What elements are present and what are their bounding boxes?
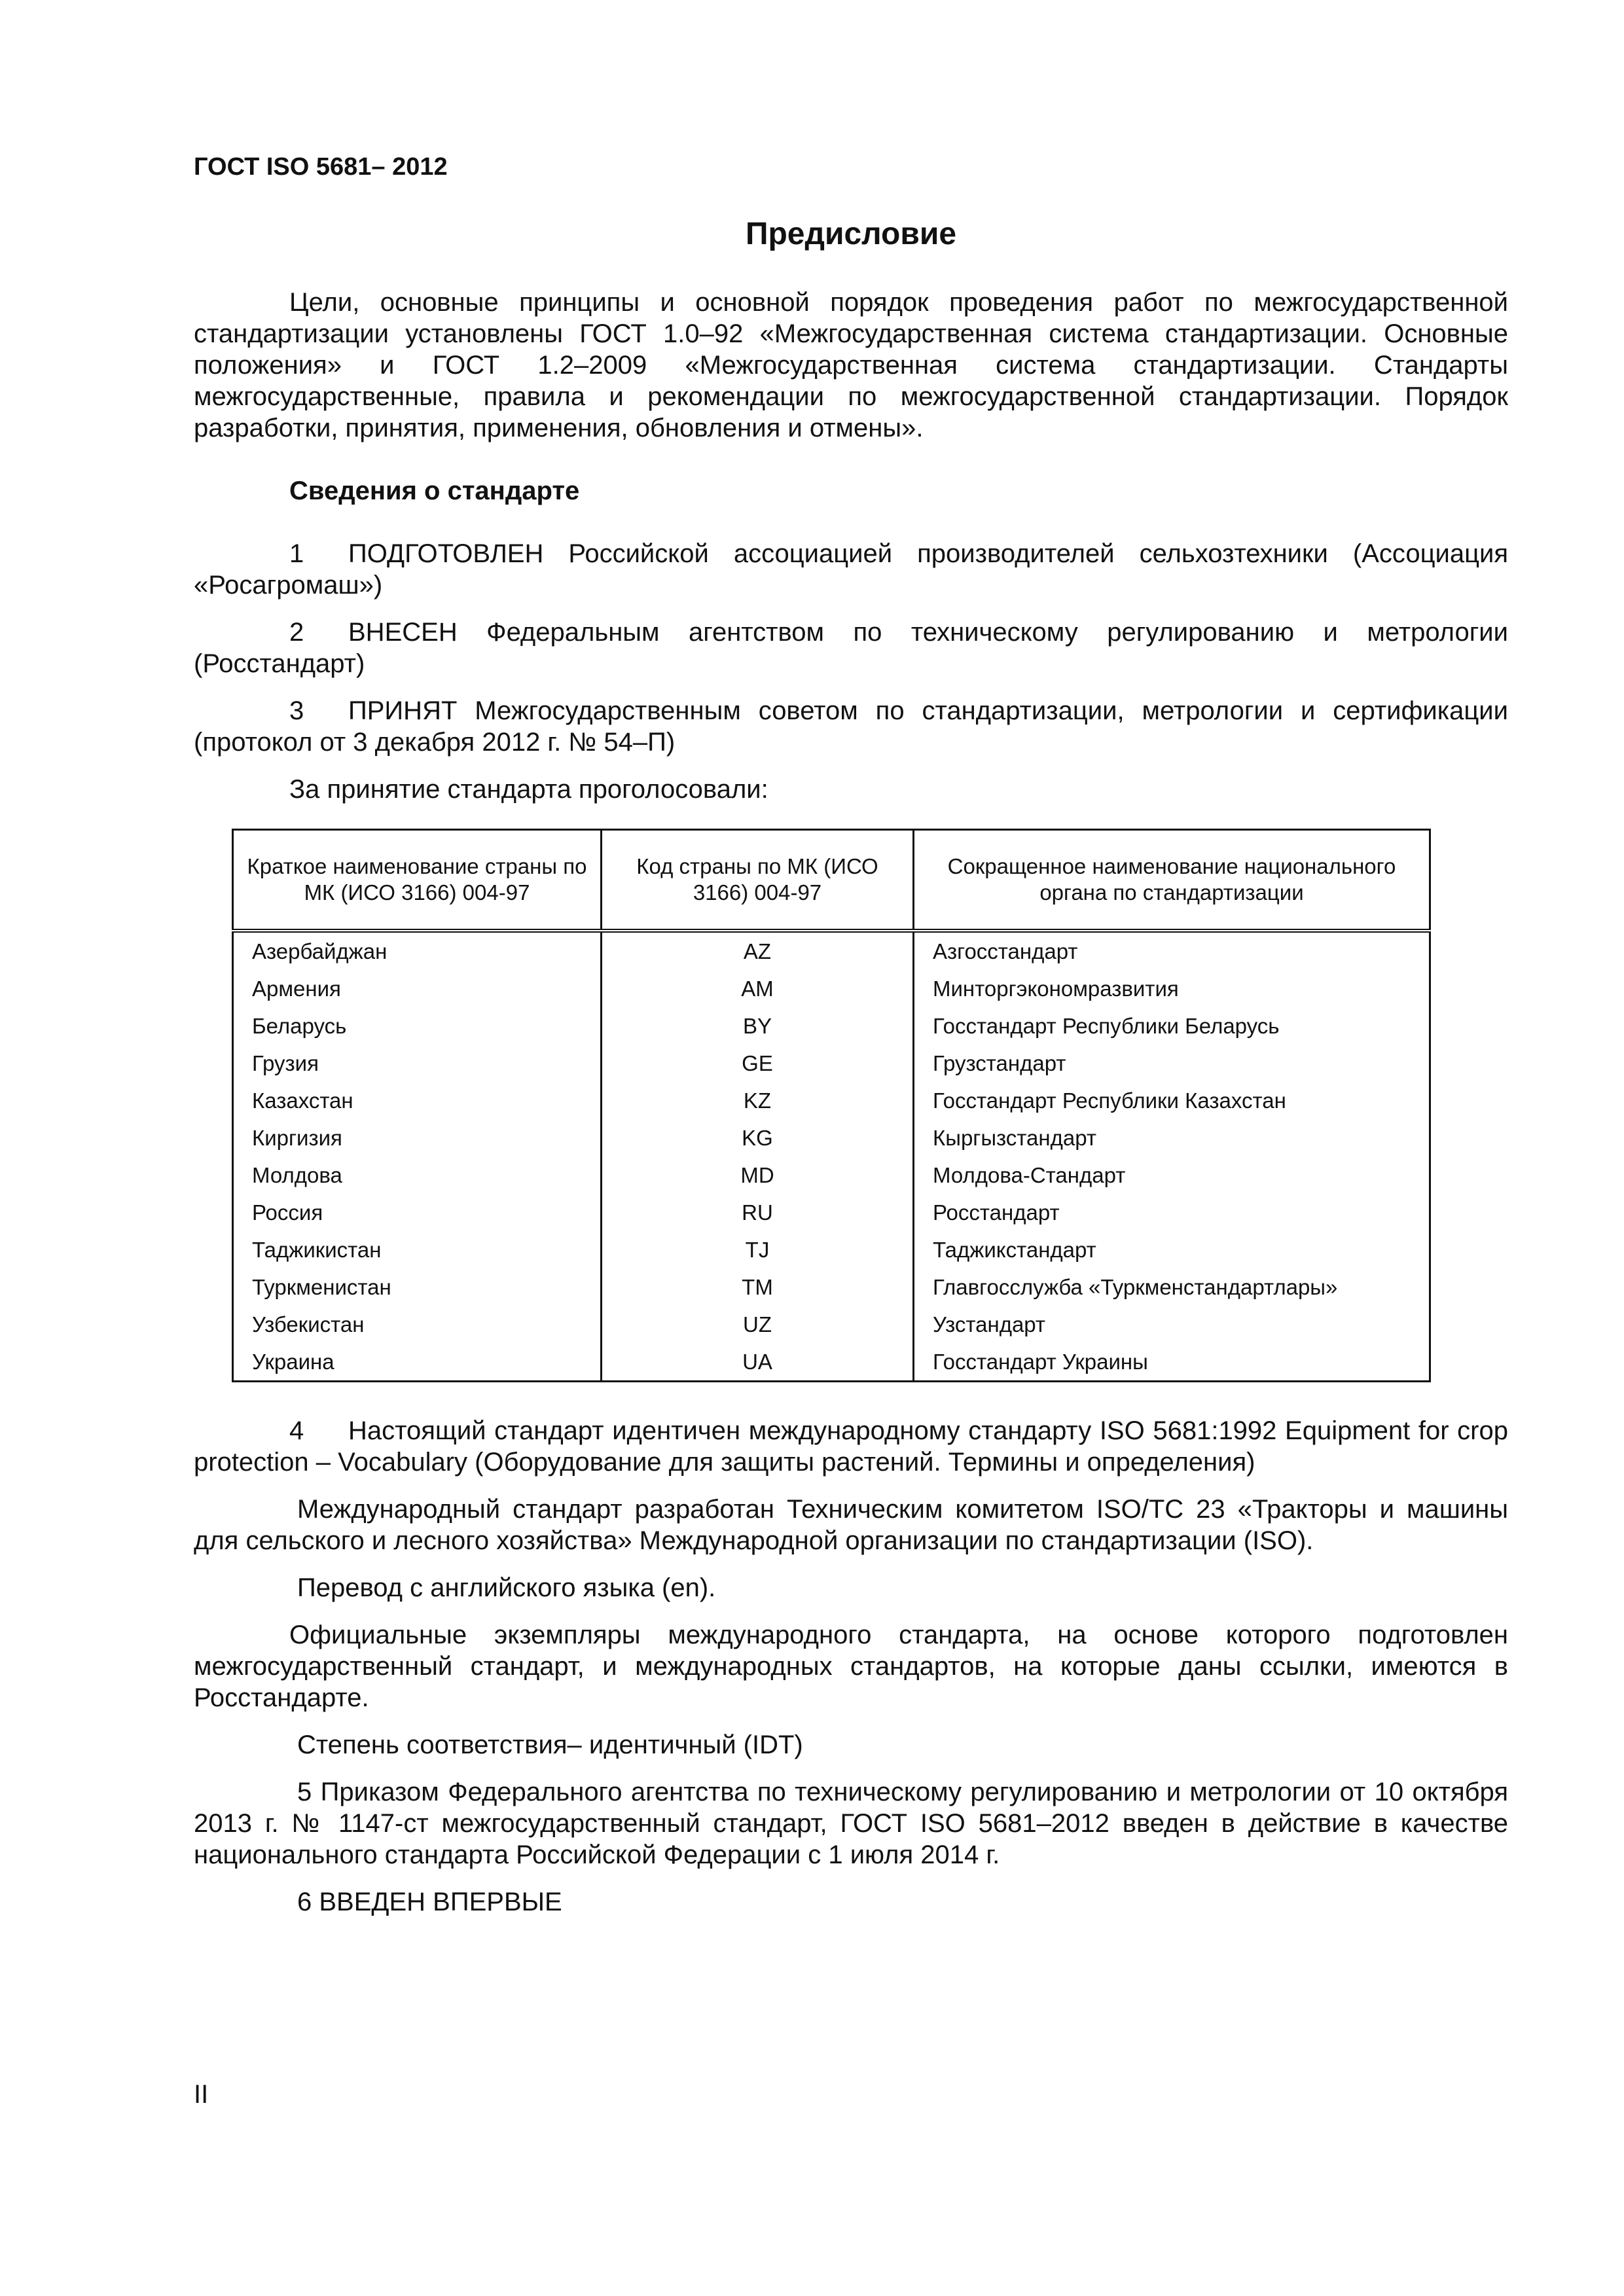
- table-row: [233, 1194, 1430, 1231]
- code-cell: RU: [602, 1194, 914, 1231]
- body-cell: Молдова-Стандарт: [914, 1157, 1430, 1194]
- document-body: [194, 287, 1508, 1918]
- table-row: [233, 1268, 1430, 1306]
- body-cell: Грузстандарт: [914, 1045, 1430, 1082]
- code-cell: GE: [602, 1045, 914, 1082]
- country-cell: Киргизия: [233, 1119, 602, 1157]
- item-6: 6 ВВЕДЕН ВПЕРВЫЕ: [297, 1888, 562, 1916]
- body-cell: Минторгэкономразвития: [914, 970, 1430, 1007]
- item-5: 5 Приказом Федерального агентства по техническому регулированию и метрологии от 10 октября 2013 г. № 1147-ст межгосударственный стандарт, ГОСТ ISO 5681–2012 введен в действие в качестве национального стандарта Российской Федерации с 1 июля 2014 г.: [194, 1778, 1508, 1869]
- code-cell: AM: [602, 970, 914, 1007]
- section-subtitle: Сведения о стандарте: [289, 476, 580, 505]
- column-header-country: Краткое наименование страны по МК (ИСО 3166) 004-97: [233, 830, 602, 931]
- degree-paragraph: Степень соответствия– идентичный (IDT): [297, 1731, 803, 1759]
- body-cell: Азгосстандарт: [914, 931, 1430, 970]
- item-number: 3: [289, 696, 304, 725]
- country-cell: Туркменистан: [233, 1268, 602, 1306]
- item-text: Настоящий стандарт идентичен международному стандарту ISO 5681:1992 Equipment for crop protection – Vocabulary (Оборудование для защиты растений. Термины и определения): [194, 1416, 1508, 1477]
- code-cell: KG: [602, 1119, 914, 1157]
- code-cell: BY: [602, 1007, 914, 1045]
- country-cell: Молдова: [233, 1157, 602, 1194]
- item-1: [194, 538, 1508, 601]
- item-number: 4: [289, 1416, 304, 1445]
- column-header-body: Сокращенное наименование национального органа по стандартизации: [914, 830, 1430, 931]
- voting-table: [232, 829, 1431, 1382]
- translation-paragraph: Перевод с английского языка (en).: [297, 1573, 716, 1602]
- country-cell: Украина: [233, 1343, 602, 1382]
- code-cell: TM: [602, 1268, 914, 1306]
- country-cell: Казахстан: [233, 1082, 602, 1119]
- column-header-code: Код страны по МК (ИСО 3166) 004-97: [602, 830, 914, 931]
- intro-paragraph: Цели, основные принципы и основной порядок проведения работ по межгосударственной стандартизации установлены ГОСТ 1.0–92 «Межгосударственная система стандартизации. Основные положения» и ГОСТ 1.2–2009 «Межгосударственная система стандартизации. Стандарты межгосударственные, правила и рекомендации по межгосударственной стандартизации. Порядок разработки, принятия, применения, обновления и отмены».: [194, 288, 1508, 442]
- country-cell: Азербайджан: [233, 931, 602, 970]
- code-cell: KZ: [602, 1082, 914, 1119]
- table-row: [233, 1082, 1430, 1119]
- body-cell: Таджикстандарт: [914, 1231, 1430, 1268]
- code-cell: MD: [602, 1157, 914, 1194]
- code-cell: UZ: [602, 1306, 914, 1343]
- table-row: [233, 1119, 1430, 1157]
- country-cell: Беларусь: [233, 1007, 602, 1045]
- body-cell: Узстандарт: [914, 1306, 1430, 1343]
- item-text: ВНЕСЕН Федеральным агентством по техническому регулированию и метрологии (Росстандарт): [194, 618, 1508, 678]
- code-cell: UA: [602, 1343, 914, 1382]
- code-cell: AZ: [602, 931, 914, 970]
- page-title: Предисловие: [745, 217, 957, 251]
- country-cell: Узбекистан: [233, 1306, 602, 1343]
- country-cell: Таджикистан: [233, 1231, 602, 1268]
- body-cell: Кыргызстандарт: [914, 1119, 1430, 1157]
- table-header-row: [233, 830, 1430, 931]
- item-text: ПОДГОТОВЛЕН Российской ассоциацией производителей сельхозтехники (Ассоциация «Росагромаш»): [194, 539, 1508, 600]
- country-cell: Россия: [233, 1194, 602, 1231]
- body-cell: Главгосслужба «Туркменстандартлары»: [914, 1268, 1430, 1306]
- table-body: [233, 931, 1430, 1382]
- table-row: [233, 1157, 1430, 1194]
- iso-paragraph: Международный стандарт разработан Техническим комитетом ISO/TC 23 «Тракторы и машины для сельского и лесного хозяйства» Международной организации по стандартизации (ISO).: [194, 1495, 1508, 1555]
- table-row: [233, 1306, 1430, 1343]
- country-cell: Грузия: [233, 1045, 602, 1082]
- code-cell: TJ: [602, 1231, 914, 1268]
- table-row: [233, 931, 1430, 970]
- voted-label: За принятие стандарта проголосовали:: [289, 775, 768, 804]
- item-text: ПРИНЯТ Межгосударственным советом по стандартизации, метрологии и сертификации (протокол от 3 декабря 2012 г. № 54–П): [194, 696, 1508, 757]
- item-4: [194, 1415, 1508, 1478]
- item-number: 2: [289, 618, 304, 647]
- page-number: II: [194, 2080, 209, 2109]
- item-2: [194, 617, 1508, 679]
- table-row: [233, 1045, 1430, 1082]
- item-3: [194, 695, 1508, 758]
- table-row: [233, 970, 1430, 1007]
- body-cell: Госстандарт Республики Казахстан: [914, 1082, 1430, 1119]
- document-header: ГОСТ ISO 5681– 2012: [194, 153, 448, 181]
- table-row: [233, 1343, 1430, 1382]
- body-cell: Госстандарт Республики Беларусь: [914, 1007, 1430, 1045]
- item-number: 1: [289, 539, 304, 568]
- official-copies-paragraph: Официальные экземпляры международного стандарта, на основе которого подготовлен межгосударственный стандарт, и международных стандартов, на которые даны ссылки, имеются в Росстандарте.: [194, 1621, 1508, 1712]
- country-cell: Армения: [233, 970, 602, 1007]
- body-cell: Росстандарт: [914, 1194, 1430, 1231]
- table-row: [233, 1007, 1430, 1045]
- table-row: [233, 1231, 1430, 1268]
- body-cell: Госстандарт Украины: [914, 1343, 1430, 1382]
